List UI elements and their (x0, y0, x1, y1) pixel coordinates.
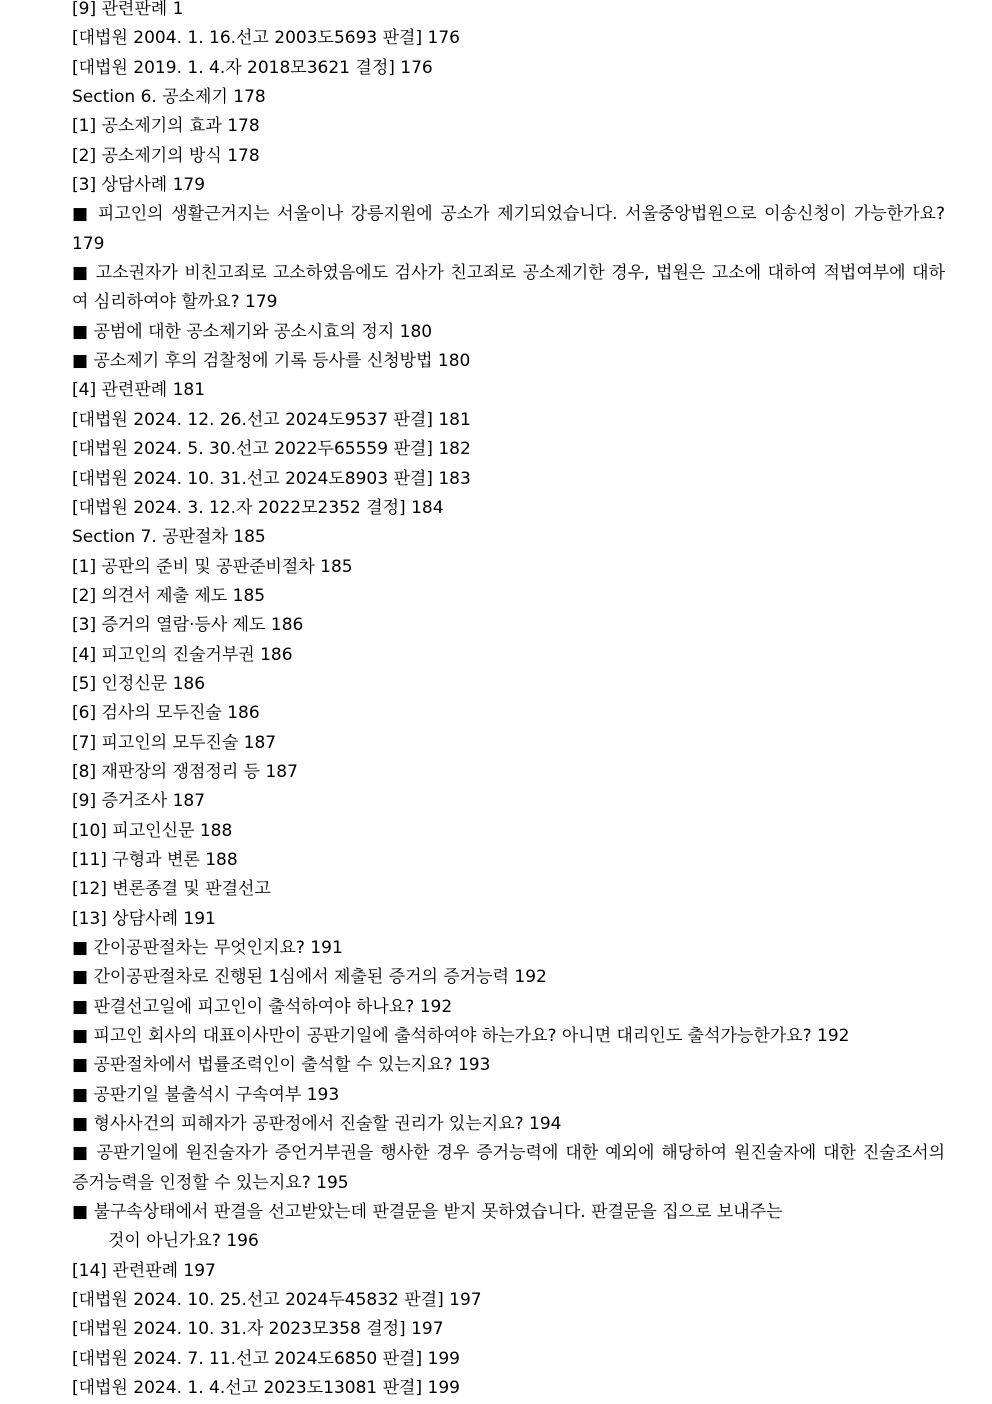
toc-entry: ■ 공범에 대한 공소제기와 공소시효의 정지 180 (72, 321, 433, 342)
toc-entry: [9] 관련판례 1 (72, 0, 184, 19)
toc-entry: ■ 형사사건의 피해자가 공판정에서 진술할 권리가 있는지요? 194 (72, 1114, 562, 1135)
toc-entry: [3] 상담사례 179 (72, 175, 206, 196)
toc-entry: 것이 아닌가요? 196 (108, 1231, 259, 1252)
toc-entry: ■ 고소권자가 비친고죄로 고소하였음에도 검사가 친고죄로 공소제기한 경우, 법원은 고소에 대하여 적법여부에 대하여 심리하여야 할까요? 179 (72, 263, 945, 313)
toc-entry: Section 7. 공판절차 185 (72, 527, 266, 548)
toc-entry: [대법원 2024. 10. 25.선고 2024두45832 판결] 197 (72, 1290, 482, 1311)
toc-entry: [8] 재판장의 쟁점정리 등 187 (72, 761, 298, 782)
toc-entry: ■ 피고인의 생활근거지는 서울이나 강릉지원에 공소가 제기되었습니다. 서울중앙법원으로 이송신청이 가능한가요? 179 (72, 204, 945, 254)
toc-entry: [대법원 2019. 1. 4.자 2018모3621 결정] 176 (72, 57, 433, 78)
toc-entry: [11] 구형과 변론 188 (72, 849, 238, 870)
toc-entry: [대법원 2024. 12. 26.선고 2024도9537 판결] 181 (72, 409, 471, 430)
toc-entry: [7] 피고인의 모두진술 187 (72, 732, 277, 753)
toc-entry: [3] 증거의 열람·등사 제도 186 (72, 615, 304, 636)
toc-entry: [4] 피고인의 진술거부권 186 (72, 644, 293, 665)
toc-entry: [14] 관련판례 197 (72, 1260, 216, 1281)
toc-entry: ■ 판결선고일에 피고인이 출석하여야 하나요? 192 (72, 996, 453, 1017)
toc-entry: [10] 피고인신문 188 (72, 820, 233, 841)
toc-entry: ■ 피고인 회사의 대표이사만이 공판기일에 출석하여야 하는가요? 아니면 대리인도 출석가능한가요? 192 (72, 1026, 850, 1047)
toc-entry: ■ 공판기일에 원진술자가 증언거부권을 행사한 경우 증거능력에 대한 예외에 해당하여 원진술자에 대한 진술조서의 증거능력을 인정할 수 있는지요? 195 (72, 1143, 945, 1193)
toc-entry: [대법원 2024. 10. 31.선고 2024도8903 판결] 183 (72, 468, 471, 489)
toc-entry: [대법원 2004. 1. 16.선고 2003도5693 판결] 176 (72, 28, 460, 49)
toc-entry: [9] 증거조사 187 (72, 791, 206, 812)
toc-entry: [대법원 2024. 5. 30.선고 2022두65559 판결] 182 (72, 439, 471, 460)
toc-entry: [12] 변론종결 및 판결선고 (72, 879, 271, 900)
toc-entry: ■ 공판절차에서 법률조력인이 출석할 수 있는지요? 193 (72, 1055, 491, 1076)
toc-entry: Section 6. 공소제기 178 (72, 87, 266, 108)
toc-entry: ■ 공판기일 불출석시 구속여부 193 (72, 1084, 340, 1105)
toc-entry: [대법원 2024. 7. 11.선고 2024도6850 판결] 199 (72, 1348, 460, 1369)
table-of-contents (72, 0, 945, 1404)
toc-entry: ■ 간이공판절차로 진행된 1심에서 제출된 증거의 증거능력 192 (72, 967, 547, 988)
toc-entry: ■ 불구속상태에서 판결을 선고받았는데 판결문을 받지 못하였습니다. 판결문을 집으로 보내주는 (72, 1202, 783, 1223)
toc-entry: [1] 공판의 준비 및 공판준비절차 185 (72, 556, 353, 577)
toc-entry: [2] 의견서 제출 제도 185 (72, 585, 266, 606)
toc-entry: [4] 관련판례 181 (72, 380, 206, 401)
toc-entry: [2] 공소제기의 방식 178 (72, 145, 260, 166)
toc-entry: [5] 인정신문 186 (72, 673, 206, 694)
toc-entry: [13] 상담사례 191 (72, 908, 216, 929)
toc-entry: [대법원 2024. 1. 4.선고 2023도13081 판결] 199 (72, 1378, 460, 1399)
toc-entry: [1] 공소제기의 효과 178 (72, 116, 260, 137)
toc-entry: ■ 간이공판절차는 무엇인지요? 191 (72, 938, 343, 958)
toc-entry: [대법원 2024. 10. 31.자 2023모358 결정] 197 (72, 1319, 444, 1340)
toc-entry: [6] 검사의 모두진술 186 (72, 703, 260, 724)
toc-entry: [대법원 2024. 3. 12.자 2022모2352 결정] 184 (72, 497, 444, 518)
toc-entry: ■ 공소제기 후의 검찰청에 기록 등사를 신청방법 180 (72, 351, 471, 372)
